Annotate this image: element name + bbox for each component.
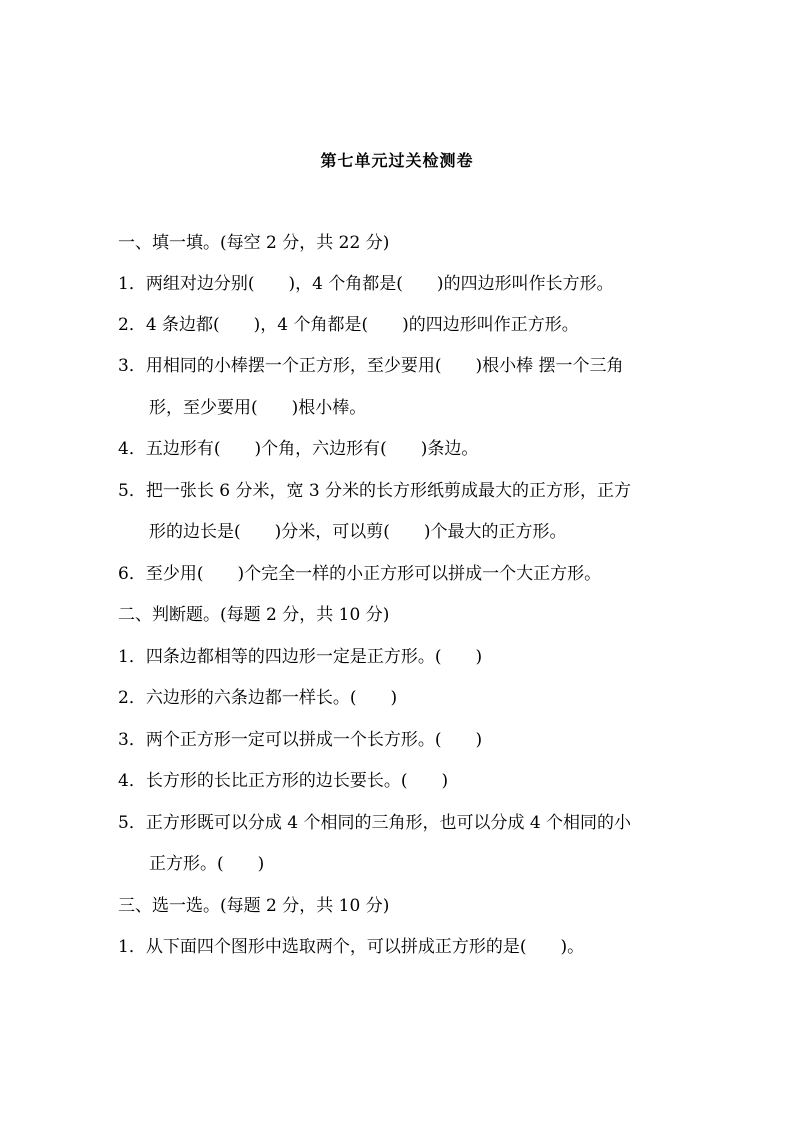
question-1-4: 4．五边形有( )个角，六边形有( )条边。 [118,439,479,459]
question-1-2: 2．4 条边都( )，4 个角都是( )的四边形叫作正方形。 [118,315,579,335]
section-3-heading: 三、选一选。(每题 2 分，共 10 分) [118,896,390,916]
question-2-2: 2．六边形的六条边都一样长。( ) [118,688,398,708]
question-2-5-continued: 正方形。( ) [149,854,265,874]
question-2-5: 5．正方形既可以分成 4 个相同的三角形，也可以分成 4 个相同的小 [118,813,632,833]
question-2-4: 4．长方形的长比正方形的边长要长。( ) [118,771,449,791]
question-1-3: 3．用相同的小棒摆一个正方形，至少要用( )根小棒 摆一个三角 [118,356,624,376]
question-1-6: 6．至少用( )个完全一样的小正方形可以拼成一个大正方形。 [118,564,602,584]
question-1-3-continued: 形，至少要用( )根小棒。 [149,398,367,418]
question-1-5: 5．把一张长 6 分米，宽 3 分米的长方形纸剪成最大的正方形，正方 [118,481,632,501]
question-1-1: 1．两组对边分别( )，4 个角都是( )的四边形叫作长方形。 [118,274,614,294]
question-1-5-continued: 形的边长是( )分米，可以剪( )个最大的正方形。 [149,522,567,542]
section-2-heading: 二、判断题。(每题 2 分，共 10 分) [118,605,390,625]
question-2-1: 1．四条边都相等的四边形一定是正方形。( ) [118,647,483,667]
question-2-3: 3．两个正方形一定可以拼成一个长方形。( ) [118,730,483,750]
question-3-1: 1．从下面四个图形中选取两个，可以拼成正方形的是( )。 [118,937,585,957]
exam-title: 第七单元过关检测卷 [320,151,474,170]
section-1-heading: 一、填一填。(每空 2 分，共 22 分) [118,233,390,253]
